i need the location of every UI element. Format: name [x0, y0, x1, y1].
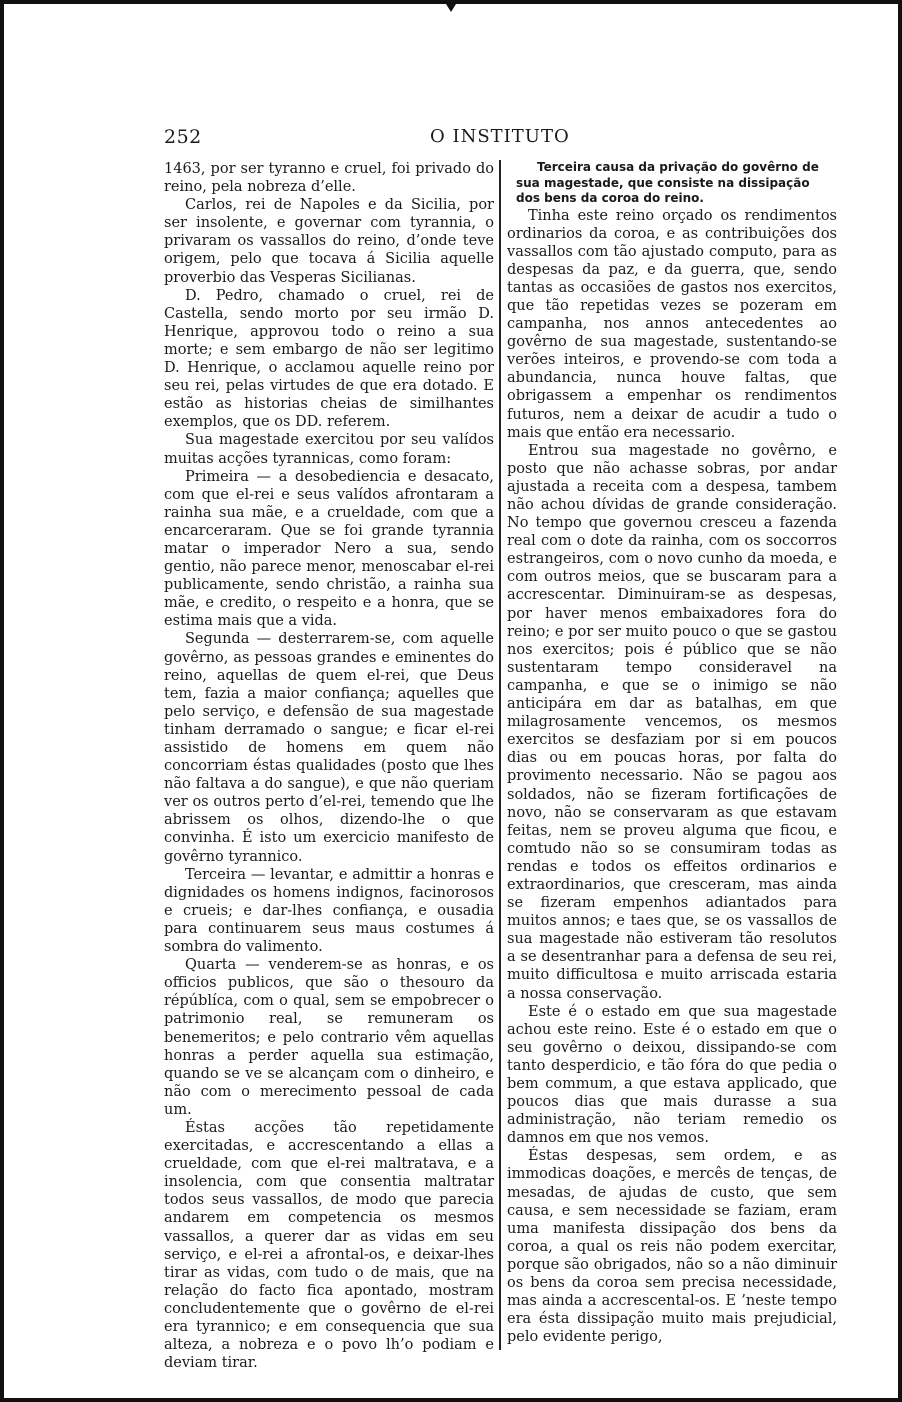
paragraph: Tinha este reino orçado os rendimentos ordinarios da coroa, e as contribuições dos vassallos com tão ajustado computo, para as despesas da paz, e da guerra, que, sendo tantas as occasiões de gastos nos exercitos, que tão repetidas vezes se pozeram em campanha, nos annos antecedentes ao govêrno de sua magestade, sustentando-se verões inteiros, e provendo-se com toda a abundancia, nunca houve faltas, que obrigassem a empenhar os rendimentos futuros, nem a deixar de acudir a tudo o mais que então era necessario.: [507, 207, 837, 441]
paragraph: Terceira — levantar, e admittir a honras e dignidades os homens indignos, facinorosos e crueis; e dar-lhes confiança, e ousadia para continuarem seus maus costumes á sombra do valimento.: [164, 866, 494, 956]
paragraph: Primeira — a desobediencia e desacato, com que el-rei e seus valídos afrontaram a rainha sua mãe, e a crueldade, com que a encarceraram. Que se foi grande tyrannia matar o imperador Nero a sua, sendo gentio, não parece menor, menoscabar el-rei publicamente, sendo christão, a rainha sua mãe, e credito, o respeito e a honra, que se estima mais que a vida.: [164, 468, 494, 630]
paragraph: Este é o estado em que sua magestade achou este reino. Este é o estado em que o seu govêrno o deixou, dissipando-se com tanto desperdicio, e tão fóra do que pedia o bem commum, a que estava applicado, que poucos dias que mais durasse a sua administração, não teriam remedio os damnos em que nos vemos.: [507, 1003, 837, 1147]
paragraph: Éstas despesas, sem ordem, e as immodicas doações, e mercês de tenças, de mesadas, de ajudas de custo, que sem causa, e sem necessidade se faziam, eram uma manifesta dissipação dos bens da coroa, a qual os reis não podem exercitar, porque são obrigados, não so a não diminuir os bens da coroa sem precisa necessidade, mas ainda a accrescental-os. E ’neste tempo era ésta dissipação muito mais prejudicial, pelo evidente perigo,: [507, 1148, 837, 1346]
left-column: [164, 160, 494, 1372]
paragraph: Segunda — desterrarem-se, com aquelle govêrno, as pessoas grandes e eminentes do reino, aquellas de quem el-rei, que Deus tem, fazia a maior confiança; aquelles que pelo serviço, e defensão de sua magestade tinham derramado o sangue; e ficar el-rei assistido de homens em quem não concorriam éstas qualidades (posto que lhes não faltava a do sangue), e que não queriam ver os outros perto d’el-rei, temendo que lhe abrissem os olhos, dizendo-lhe o que convinha. É isto um exercicio manifesto de govêrno tyrannico.: [164, 631, 494, 865]
paragraph: Carlos, rei de Napoles e da Sicilia, por ser insolente, e governar com tyrannia, o privaram os vassallos do reino, d’onde teve origem, pelo que tocava á Sicilia aquelle proverbio das Vesperas Sicilianas.: [164, 197, 494, 286]
paragraph: Sua magestade exercitou por seu valídos muitas acções tyrannicas, como foram:: [164, 432, 494, 467]
paragraph: Quarta — venderem-se as honras, e os officios publicos, que são o thesouro da répúblíca, com o qual, sem se empobrecer o patrimonio real, se remuneram os benemeritos; e pelo contrario vêm aquellas honras a perder aquella sua estimação, quando se ve se alcançam com o dinheiro, e não com o merecimento pessoal de cada um.: [164, 957, 494, 1118]
page-header: [164, 126, 838, 150]
page-number: 252: [164, 126, 202, 148]
journal-title: O INSTITUTO: [430, 126, 570, 147]
paragraph: Éstas acções tão repetidamente exercitadas, e accrescentando a ellas a crueldade, com que el-rei maltratava, e a insolencia, com que consentia maltratar todos seus vassallos, de modo que parecia andarem em competencia os mesmos vassallos, a querer dar as vidas em seu serviço, e el-rei a afrontal-os, e deixar-lhes tirar as vidas, com tudo o de mais, que na relação do facto fica apontado, mostram concludentemente que o govêrno de el-rei era tyrannico; e em consequencia que sua alteza, a nobreza e o povo lh’o podiam e deviam tirar.: [164, 1119, 494, 1372]
section-title: Terceira causa da privação do govêrno de sua magestade, que consiste na dissipação dos bens da coroa do reino.: [516, 160, 819, 205]
right-column: [507, 160, 837, 1346]
paragraph: 1463, por ser tyranno e cruel, foi privado do reino, pela nobreza d’elle.: [164, 161, 494, 196]
paragraph: Entrou sua magestade no govêrno, e posto que não achasse sobras, por andar ajustada a receita com a despesa, tambem não achou dívidas de grande consideração. No tempo que governou cresceu a fazenda real com o dote da rainha, com os soccorros estrangeiros, com o novo cunho da moeda, e com outros meios, que se buscaram para a accrescentar. Diminuiram-se as despesas, por haver menos embaixadores fora do reino; e por ser muito pouco o que se gastou nos exercitos; pois é público que se não sustentaram tempo consideravel na campanha, e que se o inimigo se não anticipára em dar as batalhas, em que milagrosamente vencemos, os mesmos exercitos se desfaziam por si em poucos dias ou em poucas horas, por falta do provimento necessario. Não se pagou aos soldados, não se fizeram fortificações de novo, não se conservaram as que estavam feitas, nem se proveu alguma que ficou, e comtudo não so se consumiram todas as rendas e todos os effeitos ordinarios e extraordinarios, que cresceram, mas ainda se fizeram empenhos adiantados para muitos annos; e taes que, se os vassallos de sua magestade não estiveram tão resolutos a se desentranhar para a defensa de seu rei, muito difficultosa e muito arriscada estaria a nossa conservação.: [507, 442, 837, 1002]
paragraph: D. Pedro, chamado o cruel, rei de Castella, sendo morto por seu irmão D. Henrique, approvou todo o reino a sua morte; e sem embargo de não ser legitimo D. Henrique, o acclamou aquelle reino por seu rei, pelas virtudes de que era dotado. E estão as historias cheias de similhantes exemplos, que os DD. referem.: [164, 287, 494, 431]
column-divider: [499, 160, 501, 1350]
